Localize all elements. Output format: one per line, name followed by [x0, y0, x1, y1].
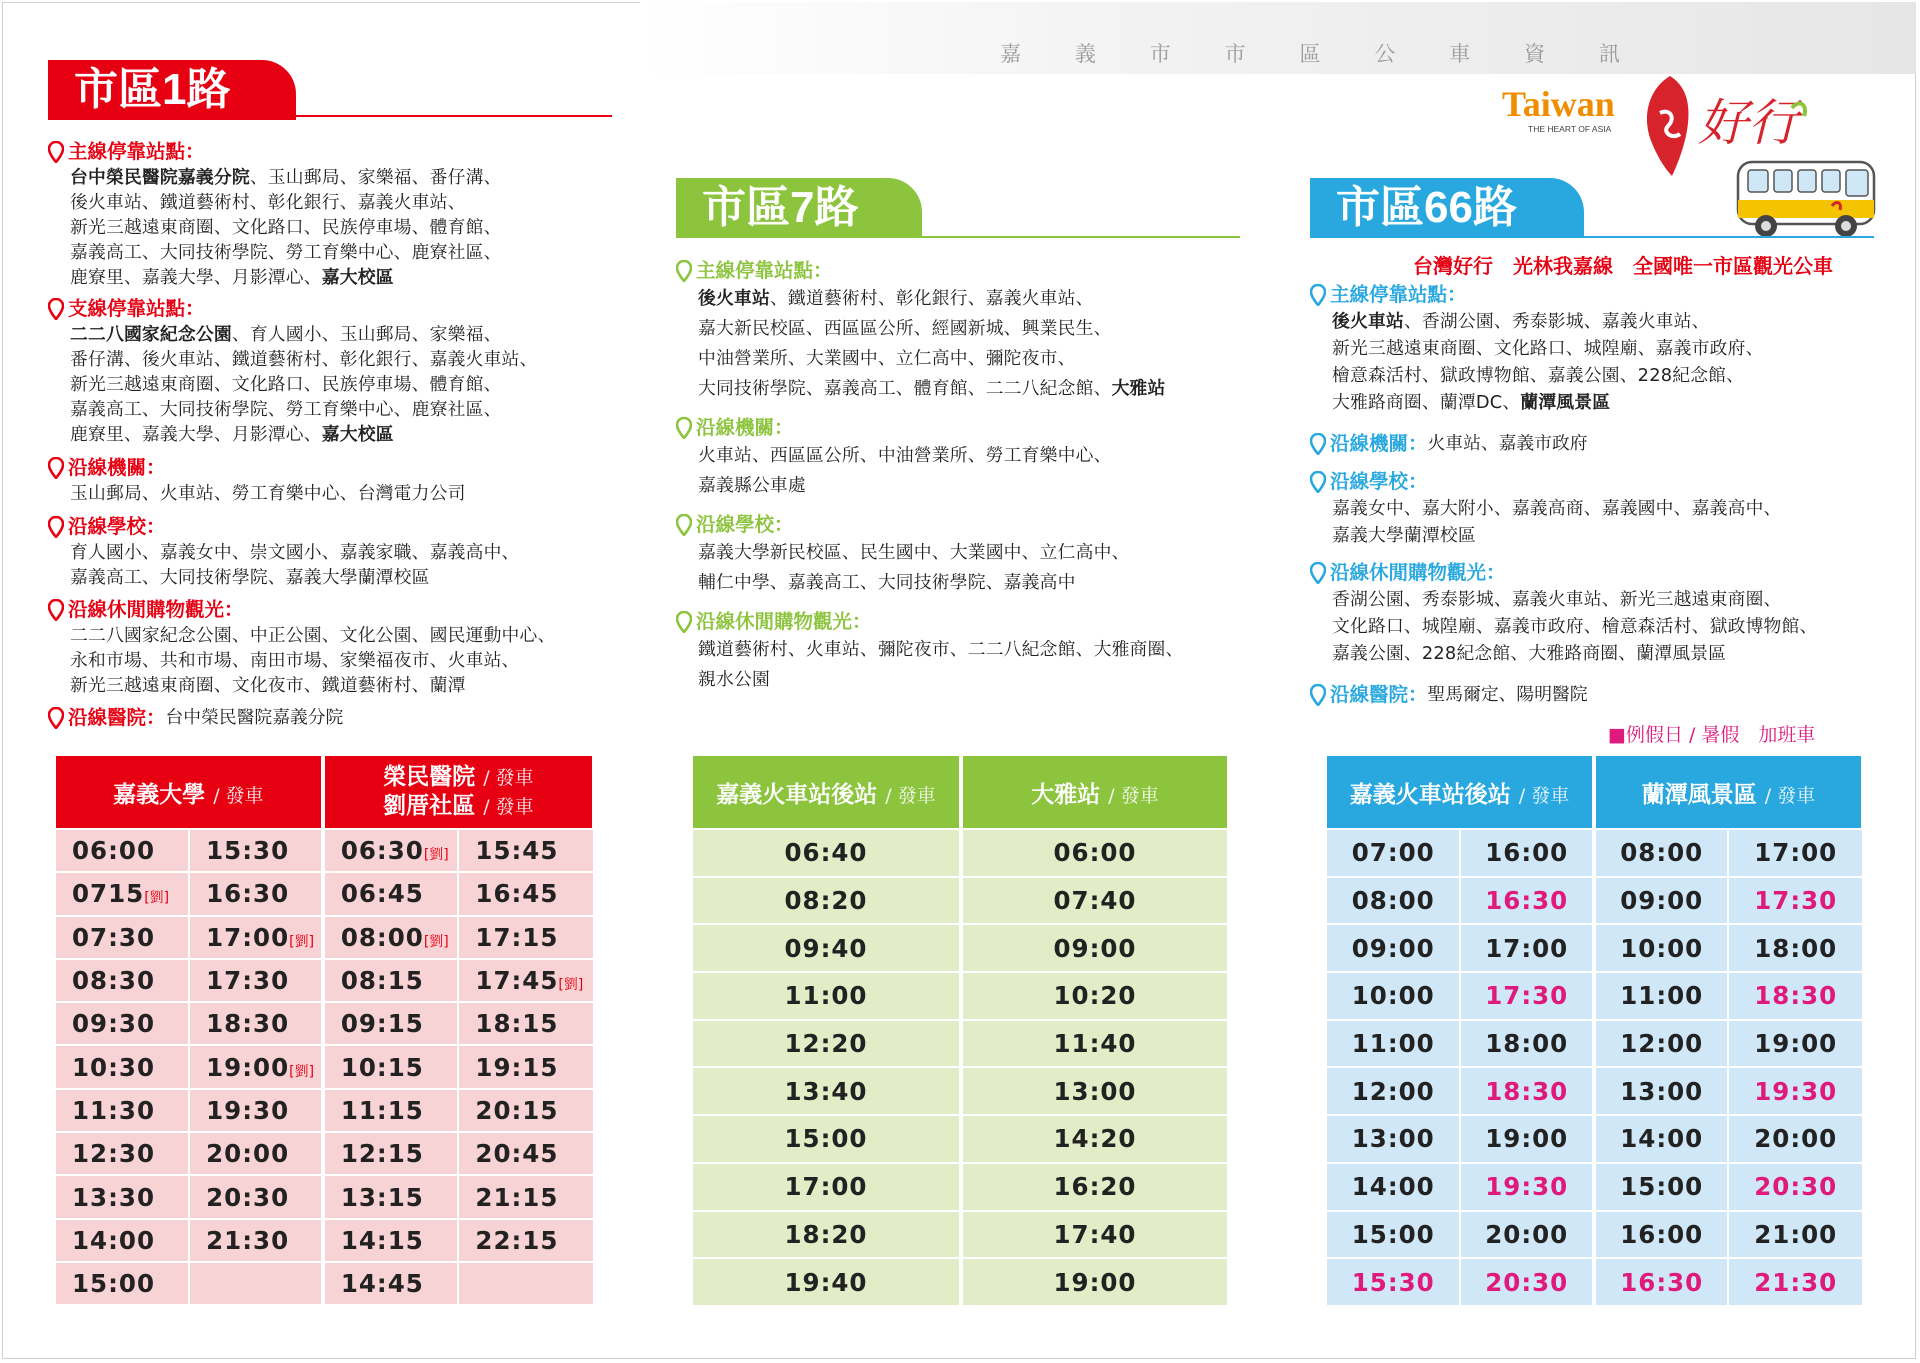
time-cell: 21:30 [1728, 1258, 1863, 1305]
time-cell: 14:45 [323, 1262, 459, 1304]
time-cell: 06:45 [323, 872, 459, 915]
time-cell: 17:40 [961, 1211, 1229, 1259]
time-cell: 18:00 [1728, 924, 1863, 972]
route7-agencies: 沿線機關： 火車站、西區區公所、中油營業所、勞工育樂中心、 嘉義縣公車處 [676, 415, 1246, 501]
time-cell: 15:00 [56, 1262, 189, 1304]
time-cell: 17:00 [1460, 924, 1594, 972]
time-cell: 20:30 [1728, 1163, 1863, 1211]
table-row [56, 1002, 594, 1045]
time-cell: 20:15 [458, 1089, 594, 1132]
time-cell: 08:00 [1327, 877, 1460, 925]
time-cell: 17:30 [189, 959, 323, 1002]
time-cell: 06:30[劉] [323, 829, 459, 872]
time-cell: 08:15 [323, 959, 459, 1002]
time-cell: 12:15 [323, 1132, 459, 1175]
time-cell: 19:00 [1460, 1115, 1594, 1163]
route7-header-daya: 大雅站 / 發車 [961, 756, 1229, 829]
time-cell: 20:30 [1460, 1258, 1594, 1305]
time-cell: 13:00 [961, 1067, 1229, 1115]
time-cell: 19:30 [1460, 1163, 1594, 1211]
time-cell: 14:00 [1327, 1163, 1460, 1211]
liu-tag: [劉] [558, 977, 584, 994]
time-cell: 11:00 [1327, 1020, 1460, 1068]
table-row [56, 959, 594, 1002]
time-cell: 17:30 [1728, 877, 1863, 925]
route1-header-nccu: 嘉義大學 / 發車 [56, 756, 323, 829]
table-row [693, 829, 1229, 877]
table-row [1327, 1020, 1863, 1068]
time-cell: 11:00 [693, 972, 961, 1020]
table-row [693, 972, 1229, 1020]
table-row [1327, 1258, 1863, 1305]
route66-main-stops: 主線停靠站點： 後火車站、香湖公園、秀泰影城、嘉義火車站、 新光三越遠東商圈、文化路口、城隍廟、嘉義市政府、 檜意森活村、獄政博物館、嘉義公園、228紀念館、 大雅路商圈、蘭潭DC、蘭潭風景區 [1310, 282, 1910, 416]
time-cell: 09:00 [1594, 877, 1729, 925]
time-cell: 19:00 [961, 1258, 1229, 1305]
location-pin-icon [1310, 684, 1326, 706]
location-pin-icon [48, 298, 64, 320]
time-cell: 17:15 [458, 916, 594, 959]
route66-timetable-body [1327, 829, 1863, 1305]
route66-title-rule [1310, 236, 1874, 238]
time-cell: 19:15 [458, 1045, 594, 1088]
route66-timetable [1327, 756, 1865, 1305]
route1-leisure: 沿線休閒購物觀光： 二二八國家紀念公園、中正公園、文化公園、國民運動中心、 永和市場、共和市場、南田市場、家樂福夜市、火車站、 新光三越遠東商圈、文化夜市、鐵道藝術村、蘭潭 [48, 597, 618, 698]
table-row [56, 1219, 594, 1262]
route66-hospital: 沿線醫院： 聖馬爾定、陽明醫院 [1310, 682, 1910, 708]
time-cell: 12:00 [1594, 1020, 1729, 1068]
location-pin-icon [1310, 471, 1326, 493]
time-cell: 09:15 [323, 1002, 459, 1045]
time-cell: 10:00 [1327, 972, 1460, 1020]
time-cell: 11:15 [323, 1089, 459, 1132]
time-cell: 08:00 [1594, 829, 1729, 877]
time-cell: 14:15 [323, 1219, 459, 1262]
time-cell: 20:30 [189, 1175, 323, 1218]
time-cell: 16:00 [1594, 1211, 1729, 1259]
route1-timetable-body [56, 829, 594, 1304]
location-pin-icon [676, 611, 692, 633]
location-pin-icon [48, 599, 64, 621]
route7-timetable [693, 756, 1231, 1305]
time-cell: 17:30 [1460, 972, 1594, 1020]
time-cell: 14:00 [1594, 1115, 1729, 1163]
time-cell: 18:30 [1728, 972, 1863, 1020]
time-cell: 18:15 [458, 1002, 594, 1045]
bus-illustration [1732, 156, 1882, 241]
time-cell: 20:00 [1460, 1211, 1594, 1259]
time-cell: 16:45 [458, 872, 594, 915]
time-cell: 10:20 [961, 972, 1229, 1020]
time-cell: 19:40 [693, 1258, 961, 1305]
route66-header-station: 嘉義火車站後站 / 發車 [1327, 756, 1594, 829]
time-cell: 16:00 [1460, 829, 1594, 877]
time-cell: 10:30 [56, 1045, 189, 1088]
route1-title: 市區1路 [48, 60, 296, 120]
route66-agencies: 沿線機關： 火車站、嘉義市政府 [1310, 431, 1910, 457]
location-pin-icon [48, 516, 64, 538]
time-cell: 09:00 [1327, 924, 1460, 972]
table-row [693, 1020, 1229, 1068]
time-cell: 12:00 [1327, 1067, 1460, 1115]
time-cell: 14:20 [961, 1115, 1229, 1163]
liu-tag: [劉] [289, 1063, 315, 1080]
time-cell: 15:00 [1594, 1163, 1729, 1211]
time-cell: 17:00[劉] [189, 916, 323, 959]
liu-tag: [劉] [289, 933, 315, 950]
time-cell: 09:40 [693, 924, 961, 972]
table-row [693, 1115, 1229, 1163]
liu-tag: [劉] [423, 847, 449, 864]
time-cell: 16:30 [1460, 877, 1594, 925]
route7-schools: 沿線學校： 嘉義大學新民校區、民生國中、大業國中、立仁高中、 輔仁中學、嘉義高工、大同技術學院、嘉義高中 [676, 512, 1246, 598]
time-cell: 07:40 [961, 877, 1229, 925]
route66-holiday-note: ■例假日 / 暑假 加班車 [1608, 724, 1816, 746]
time-cell: 08:30 [56, 959, 189, 1002]
location-pin-icon [1310, 284, 1326, 306]
time-cell: 16:30 [189, 872, 323, 915]
time-cell: 07:00 [1327, 829, 1460, 877]
time-cell: 13:30 [56, 1175, 189, 1218]
location-pin-icon [1310, 562, 1326, 584]
time-cell: 08:20 [693, 877, 961, 925]
table-row [56, 916, 594, 959]
route7-leisure: 沿線休閒購物觀光： 鐵道藝術村、火車站、彌陀夜市、二二八紀念館、大雅商圈、 親水公園 [676, 609, 1246, 695]
time-cell: 07:30 [56, 916, 189, 959]
table-row [1327, 877, 1863, 925]
time-cell: 16:20 [961, 1163, 1229, 1211]
time-cell: 22:15 [458, 1219, 594, 1262]
liu-tag: [劉] [144, 890, 170, 907]
time-cell: 16:30 [1594, 1258, 1729, 1305]
time-cell: 21:30 [189, 1219, 323, 1262]
location-pin-icon [676, 417, 692, 439]
route1-title-rule [48, 115, 612, 117]
time-cell: 17:00 [693, 1163, 961, 1211]
header-title: 嘉 義 市 市 區 公 車 資 訊 [1000, 42, 1620, 66]
time-cell: 18:30 [189, 1002, 323, 1045]
time-cell: 21:15 [458, 1175, 594, 1218]
route7-title-rule [676, 236, 1240, 238]
route66-tagline: 台灣好行 光林我嘉線 全國唯一市區觀光公車 [1413, 254, 1833, 278]
table-row [693, 1067, 1229, 1115]
time-cell: 15:00 [1327, 1211, 1460, 1259]
table-row [693, 1258, 1229, 1305]
time-cell: 12:20 [693, 1020, 961, 1068]
route1-hospital: 沿線醫院： 台中榮民醫院嘉義分院 [48, 705, 618, 731]
route7-main-stops: 主線停靠站點： 後火車站、鐵道藝術村、彰化銀行、嘉義火車站、 嘉大新民校區、西區區公所、經國新城、興業民生、 中油營業所、大業國中、立仁高中、彌陀夜市、 大同技術學院、嘉義高工、體育館、二二八紀念館、大雅站 [676, 258, 1246, 404]
time-cell: 12:30 [56, 1132, 189, 1175]
time-cell: 11:40 [961, 1020, 1229, 1068]
location-pin-icon [676, 260, 692, 282]
time-cell: 10:15 [323, 1045, 459, 1088]
liu-tag: [劉] [423, 933, 449, 950]
time-cell: 17:45[劉] [458, 959, 594, 1002]
table-row [56, 872, 594, 915]
route7-header-station: 嘉義火車站後站 / 發車 [693, 756, 961, 829]
location-pin-icon [48, 457, 64, 479]
route1-timetable [56, 756, 596, 1304]
route1-header-veterans: 榮民醫院 / 發車 劉厝社區 / 發車 [323, 756, 594, 829]
time-cell: 15:30 [1327, 1258, 1460, 1305]
route1-branch-stops: 支線停靠站點： 二二八國家紀念公園、育人國小、玉山郵局、家樂福、 番仔溝、後火車站、鐵道藝術村、彰化銀行、嘉義火車站、 新光三越遠東商圈、文化路口、民族停車場、體育館、 嘉義高工、大同技術學院、勞工育樂中心、鹿寮社區、 鹿寮里、嘉義大學、月影潭心、嘉大校區 [48, 296, 618, 447]
route1-main-stops: 主線停靠站點： 台中榮民醫院嘉義分院、玉山郵局、家樂福、番仔溝、 後火車站、鐵道藝術村、彰化銀行、嘉義火車站、 新光三越遠東商圈、文化路口、民族停車場、體育館、 嘉義高工、大同技術學院、勞工育樂中心、鹿寮社區、 鹿寮里、嘉義大學、月影潭心、嘉大校區 [48, 139, 618, 290]
table-row [56, 1132, 594, 1175]
route66-schools: 沿線學校： 嘉義女中、嘉大附小、嘉義高商、嘉義國中、嘉義高中、 嘉義大學蘭潭校區 [1310, 469, 1910, 549]
time-cell: 11:00 [1594, 972, 1729, 1020]
time-cell [458, 1262, 594, 1304]
time-cell [189, 1262, 323, 1304]
table-row [56, 1089, 594, 1132]
time-cell: 19:30 [1728, 1067, 1863, 1115]
table-row [1327, 924, 1863, 972]
table-row [1327, 1067, 1863, 1115]
location-pin-icon [48, 141, 64, 163]
time-cell: 08:00[劉] [323, 916, 459, 959]
table-row [56, 1175, 594, 1218]
time-cell: 18:00 [1460, 1020, 1594, 1068]
table-row [56, 829, 594, 872]
time-cell: 19:00 [1728, 1020, 1863, 1068]
time-cell: 15:00 [693, 1115, 961, 1163]
route1-schools: 沿線學校： 育人國小、嘉義女中、崇文國小、嘉義家職、嘉義高中、 嘉義高工、大同技術學院、嘉義大學蘭潭校區 [48, 514, 618, 590]
logo-wordmark: Taiwan [1502, 84, 1615, 124]
time-cell: 14:00 [56, 1219, 189, 1262]
time-cell: 13:00 [1594, 1067, 1729, 1115]
table-row [693, 924, 1229, 972]
time-cell: 09:00 [961, 924, 1229, 972]
logo-script: 好行 [1698, 94, 1798, 152]
time-cell: 19:00[劉] [189, 1045, 323, 1088]
route7-timetable-body [693, 829, 1229, 1305]
location-pin-icon [1310, 433, 1326, 455]
route7-title: 市區7路 [676, 178, 922, 238]
time-cell: 18:30 [1460, 1067, 1594, 1115]
table-row [1327, 972, 1863, 1020]
time-cell: 13:00 [1327, 1115, 1460, 1163]
time-cell: 20:00 [189, 1132, 323, 1175]
table-row [693, 1211, 1229, 1259]
table-row [1327, 1211, 1863, 1259]
time-cell: 06:00 [961, 829, 1229, 877]
table-row [693, 877, 1229, 925]
time-cell: 06:40 [693, 829, 961, 877]
time-cell: 17:00 [1728, 829, 1863, 877]
table-row [1327, 1163, 1863, 1211]
route66-header-lantan: 蘭潭風景區 / 發車 [1594, 756, 1863, 829]
time-cell: 18:20 [693, 1211, 961, 1259]
time-cell: 19:30 [189, 1089, 323, 1132]
time-cell: 15:30 [189, 829, 323, 872]
route1-agencies: 沿線機關： 玉山郵局、火車站、勞工育樂中心、台灣電力公司 [48, 455, 618, 506]
time-cell: 20:00 [1728, 1115, 1863, 1163]
time-cell: 11:30 [56, 1089, 189, 1132]
time-cell: 10:00 [1594, 924, 1729, 972]
table-row [56, 1045, 594, 1088]
time-cell: 0715[劉] [56, 872, 189, 915]
table-row [56, 1262, 594, 1304]
time-cell: 15:45 [458, 829, 594, 872]
route66-leisure: 沿線休閒購物觀光： 香湖公園、秀泰影城、嘉義火車站、新光三越遠東商圈、 文化路口、城隍廟、嘉義市政府、檜意森活村、獄政博物館、 嘉義公園、228紀念館、大雅路商圈、蘭潭風景區 [1310, 560, 1910, 667]
time-cell: 13:40 [693, 1067, 961, 1115]
time-cell: 06:00 [56, 829, 189, 872]
time-cell: 20:45 [458, 1132, 594, 1175]
logo-subtitle: THE HEART OF ASIA [1528, 124, 1612, 134]
table-row [1327, 1115, 1863, 1163]
time-cell: 21:00 [1728, 1211, 1863, 1259]
location-pin-icon [676, 514, 692, 536]
table-row [693, 1163, 1229, 1211]
location-pin-icon [48, 707, 64, 729]
time-cell: 13:15 [323, 1175, 459, 1218]
time-cell: 09:30 [56, 1002, 189, 1045]
route66-title: 市區66路 [1310, 178, 1584, 238]
table-row [1327, 829, 1863, 877]
